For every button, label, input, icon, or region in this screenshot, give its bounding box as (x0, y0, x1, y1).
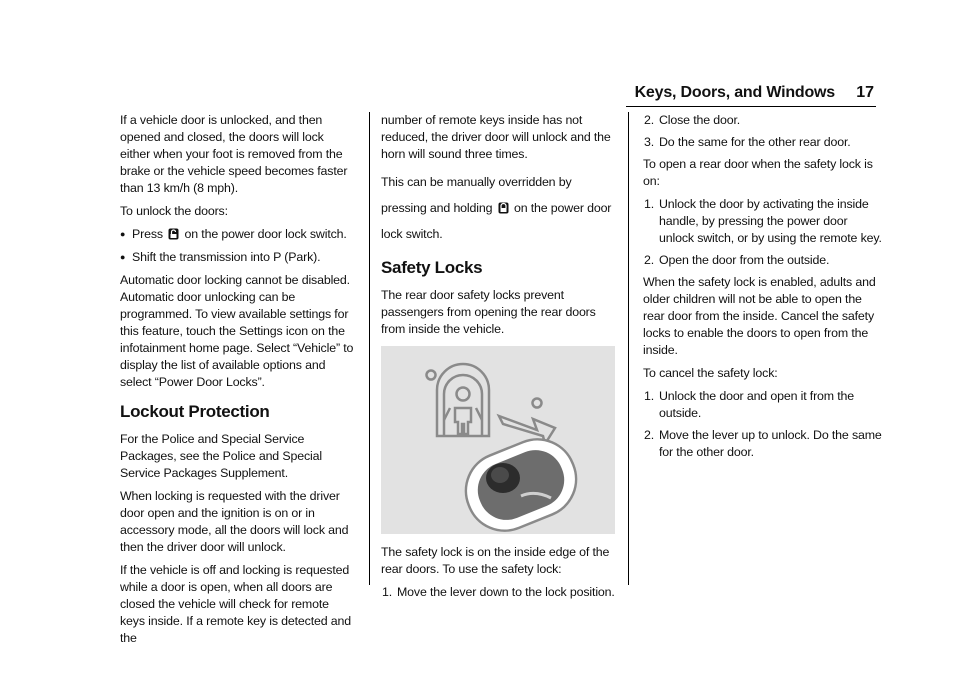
step-text: Move the lever up to unlock. Do the same for the other door. (659, 428, 882, 459)
bullet-item (120, 249, 356, 266)
paragraph: Automatic door locking cannot be disabled. Automatic door unlocking can be programmed. To view available settings for this feature, touch the Settings icon on the infotainment home page. Select “Vehicle” to display the list of available options and select “Power Door Locks”. (120, 273, 354, 389)
paragraph: The safety lock is on the inside edge of the rear doors. To use the safety lock: (381, 545, 610, 576)
bullet-item (120, 226, 356, 243)
heading-safety-locks: Safety Locks (381, 258, 483, 277)
paragraph: This can be manually overridden by pressing and holding on the power door lock switch. (381, 175, 612, 241)
column-2 (381, 112, 617, 606)
step-text: Unlock the door and open it from the outside. (659, 389, 855, 420)
step-item (381, 584, 617, 601)
paragraph: When the safety lock is enabled, adults and older children will not be able to open the rear door from the inside. Cancel the safety locks to enable the doors to open from the inside. (643, 275, 876, 357)
paragraph: If the vehicle is off and locking is requested while a door is open, when all doors are closed the vehicle will check for remote keys inside. If a remote key is detected and the (120, 563, 352, 645)
bullet-text: on the power door lock switch. (184, 227, 347, 241)
paragraph: To unlock the doors: (120, 204, 228, 218)
paragraph: If a vehicle door is unlocked, and then opened and closed, the doors will lock either when your foot is removed from the brake or the vehicle speed becomes faster than 13 km/h (8 mph). (120, 113, 348, 195)
step-text: Unlock the door by activating the inside handle, by pressing the power door unlock switch, or by using the remote key. (659, 197, 882, 245)
step-item (643, 134, 883, 151)
paragraph: When locking is requested with the driver door open and the ignition is on or in accessory mode, all the doors will lock and then the driver door will unlock. (120, 489, 349, 554)
bullet-text: Shift the transmission into P (Park). (132, 250, 321, 264)
paragraph: To open a rear door when the safety lock is on: (643, 157, 873, 188)
bullet-dot-icon: ● (120, 229, 126, 239)
section-title: Keys, Doors, and Windows (634, 84, 835, 101)
step-item (643, 252, 883, 269)
safety-lock-figure-svg (381, 346, 615, 534)
step-text: Do the same for the other rear door. (659, 135, 851, 149)
step-number: 1. (643, 197, 654, 211)
step-item (643, 388, 883, 422)
unlock-icon (168, 228, 179, 240)
step-item (643, 196, 883, 247)
bullet-text: Press (132, 227, 163, 241)
page-header (0, 82, 960, 106)
column-3 (643, 112, 883, 466)
step-number: 1. (643, 389, 654, 403)
step-number: 2. (643, 253, 654, 267)
paragraph: The rear door safety locks prevent passengers from opening the rear doors from inside the vehicle. (381, 288, 596, 336)
step-number: 2. (643, 113, 654, 127)
step-text: Open the door from the outside. (659, 253, 830, 267)
step-item (643, 112, 883, 129)
paragraph: For the Police and Special Service Packages, see the Police and Special Service Packages Supplement. (120, 432, 322, 480)
column-divider (369, 112, 370, 585)
step-number: 2. (643, 428, 654, 442)
step-number: 3. (643, 135, 654, 149)
step-item (643, 427, 883, 461)
heading-lockout-protection: Lockout Protection (120, 402, 270, 421)
column-divider (628, 112, 629, 585)
child-safety-lock-illustration (381, 346, 615, 534)
step-number: 1. (381, 585, 392, 599)
step-text: Close the door. (659, 113, 741, 127)
page-number: 17 (856, 84, 874, 101)
bullet-dot-icon: ● (120, 252, 126, 262)
header-rule (626, 106, 876, 107)
paragraph: To cancel the safety lock: (643, 366, 778, 380)
step-text: Move the lever down to the lock position. (397, 585, 615, 599)
lock-icon (498, 202, 509, 214)
paragraph: number of remote keys inside has not reduced, the driver door will unlock and the horn will sound three times. (381, 113, 611, 161)
column-1 (120, 112, 356, 653)
